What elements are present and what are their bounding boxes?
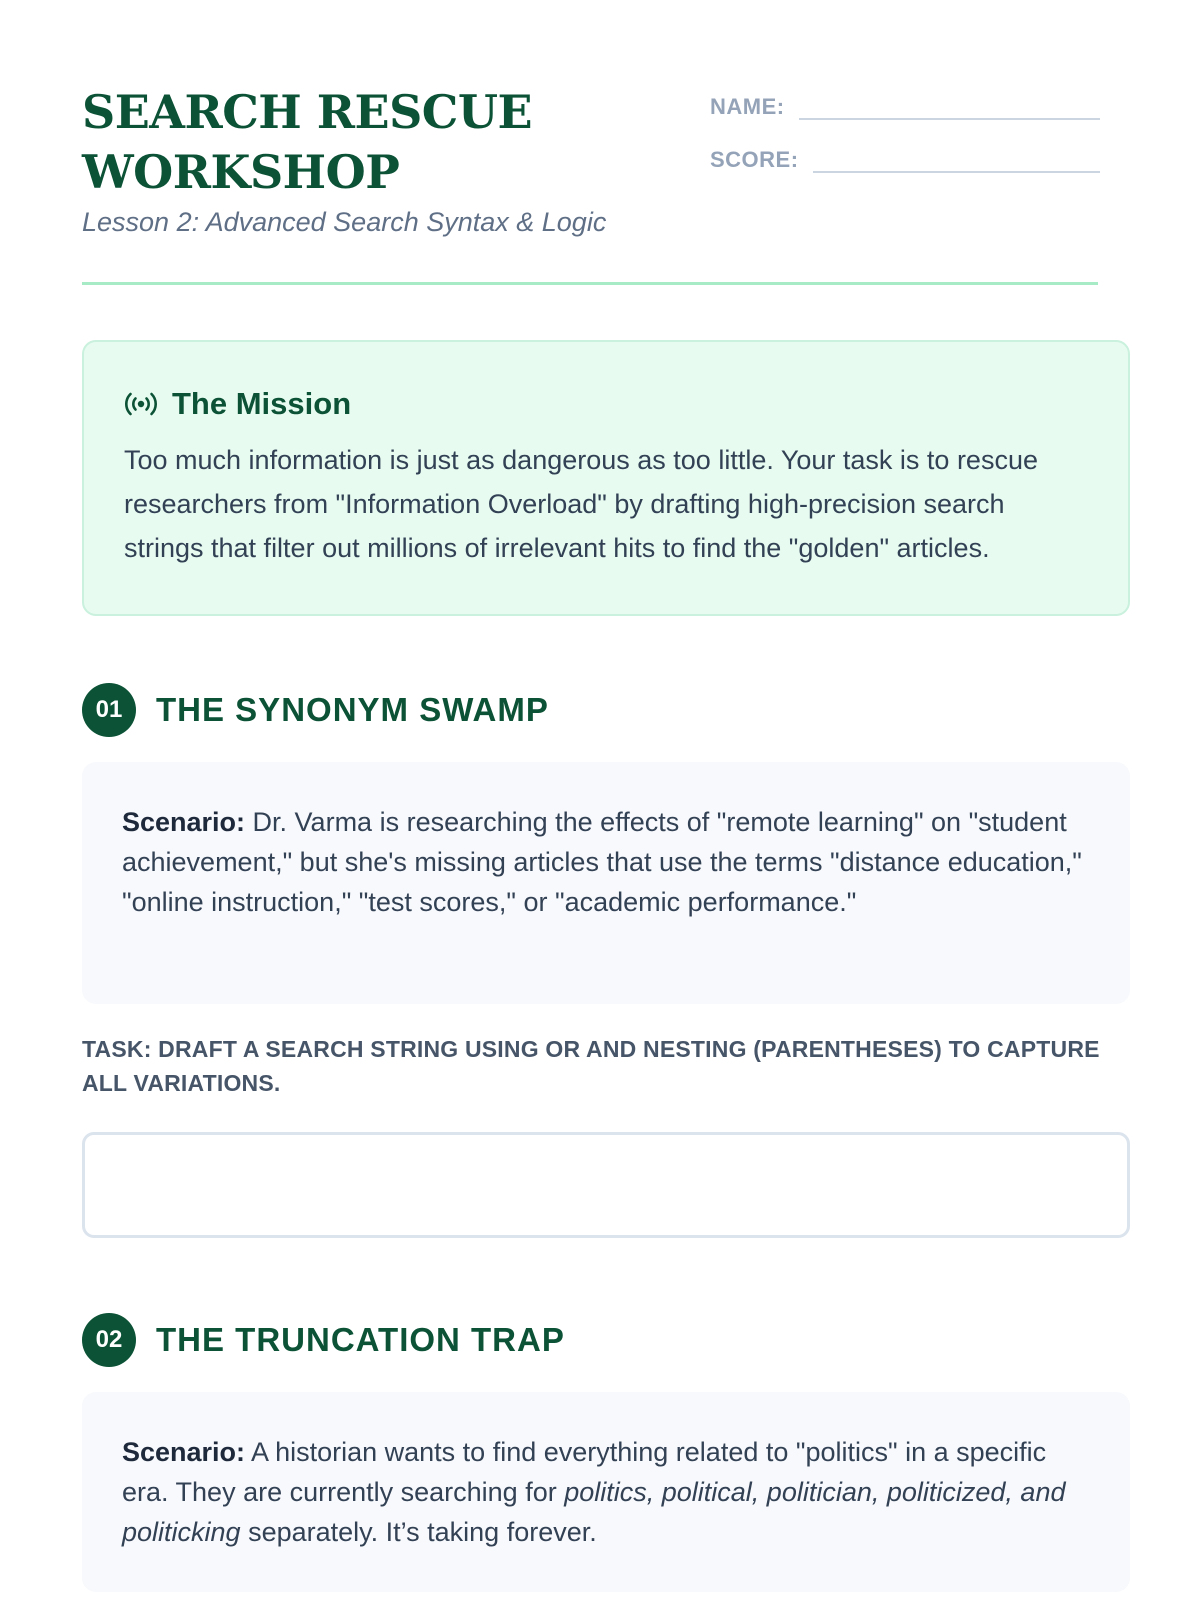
- student-meta: [710, 86, 1100, 192]
- worksheet-title: [82, 82, 642, 202]
- search-string-answer-box[interactable]: [82, 1132, 1130, 1238]
- section-number-badge: 01: [82, 683, 136, 737]
- worksheet-header: [82, 0, 1098, 285]
- score-row: [710, 139, 1100, 173]
- name-label: NAME:: [710, 94, 785, 119]
- lesson-subtitle: Lesson 2: Advanced Search Syntax & Logic: [82, 207, 607, 237]
- section-number-badge: 02: [82, 1313, 136, 1367]
- title-line-2: WORKSHOP: [82, 145, 400, 199]
- score-field[interactable]: [813, 141, 1100, 173]
- title-line-1: SEARCH RESCUE: [82, 85, 533, 139]
- scenario-label: Scenario:: [122, 1437, 246, 1467]
- section-01-task: TASK: DRAFT A SEARCH STRING USING OR AND NESTING (PARENTHESES) TO CAPTURE ALL VARIATIONS.: [82, 1036, 1100, 1096]
- mission-box: [82, 340, 1130, 616]
- mission-heading: [124, 384, 1088, 424]
- mission-text: Too much information is just as dangerous as too little. Your task is to rescue researchers from "Information Overload" by drafting high-precision search strings that filter out millions of irrelevant hits to find the "golden" articles.: [124, 445, 1038, 563]
- section-01-heading: [82, 683, 549, 737]
- name-field[interactable]: [799, 88, 1100, 120]
- scenario-text-before: A historian wants to find everything related to "politics" in a specific era. They are currently searching for: [122, 1437, 1047, 1507]
- scenario-text-after: separately. It’s taking forever.: [240, 1517, 597, 1547]
- score-label: SCORE:: [710, 147, 799, 172]
- scenario-text-italic: politics, political, politician, politicized, and politicking: [122, 1477, 1066, 1547]
- scenario-text: Dr. Varma is researching the effects of "remote learning" on "student achievement," but she's missing articles that use the terms "distance education," "online instruction," "test scores," or "academic performance.": [122, 807, 1082, 917]
- scenario-label: Scenario:: [122, 807, 246, 837]
- section-02-scenario: [82, 1392, 1130, 1592]
- mission-title: The Mission: [172, 386, 352, 421]
- broadcast-icon: [124, 391, 158, 417]
- section-title: THE TRUNCATION TRAP: [156, 1321, 565, 1358]
- section-01-scenario: [82, 762, 1130, 1004]
- section-title: THE SYNONYM SWAMP: [156, 691, 549, 728]
- section-02-heading: [82, 1313, 565, 1367]
- name-row: [710, 86, 1100, 120]
